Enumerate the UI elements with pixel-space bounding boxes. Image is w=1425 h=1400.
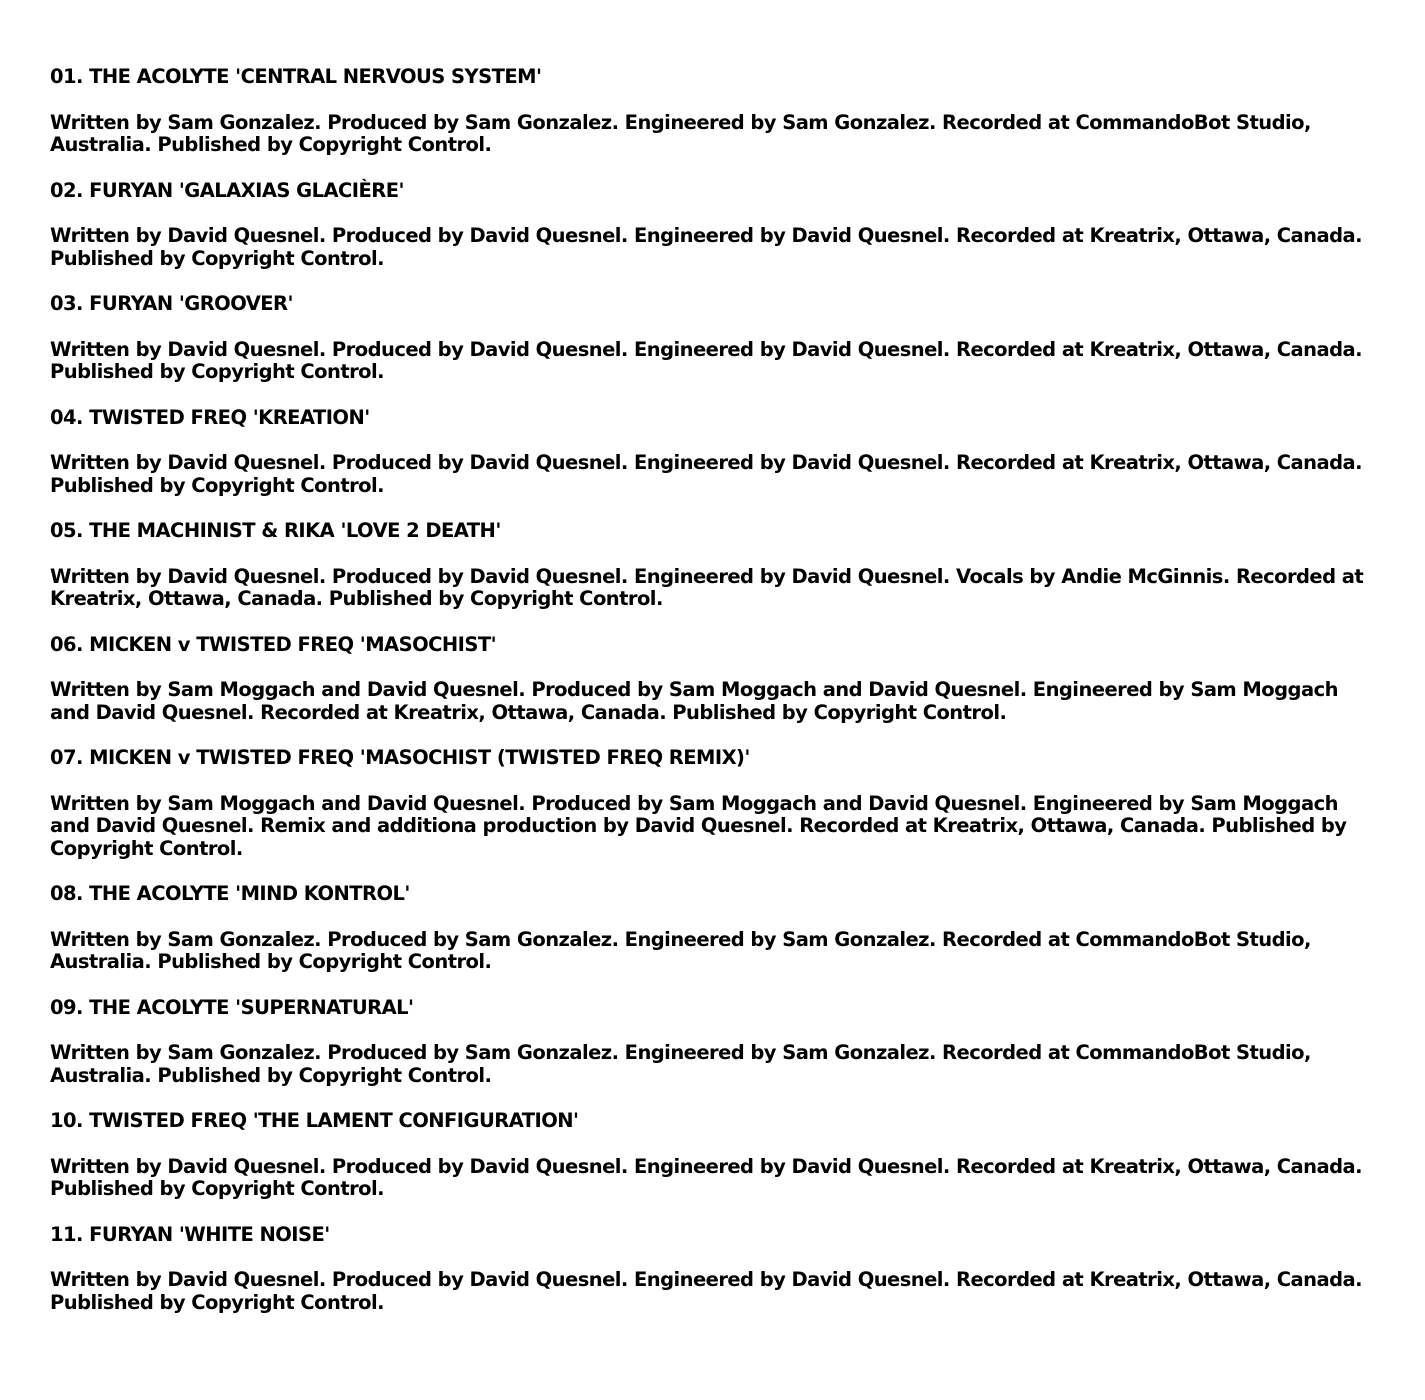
track-entry-08 [50, 883, 1370, 974]
track-entry-02 [50, 180, 1370, 271]
track-title: 10. TWISTED FREQ 'THE LAMENT CONFIGURATION' [50, 1109, 579, 1132]
track-credits: Written by David Quesnel. Produced by David Quesnel. Engineered by David Quesnel. Recorded at Kreatrix, Ottawa, Canada. Published by Copyright Control. [50, 224, 1362, 270]
track-entry-03 [50, 293, 1370, 384]
track-title: 06. MICKEN v TWISTED FREQ 'MASOCHIST' [50, 632, 497, 656]
track-entry-05 [50, 520, 1370, 611]
track-entry-06 [50, 634, 1370, 725]
track-title: 03. FURYAN 'GROOVER' [50, 292, 293, 315]
track-entry-11 [50, 1224, 1370, 1315]
track-credits: Written by Sam Gonzalez. Produced by Sam Gonzalez. Engineered by Sam Gonzalez. Recorded at CommandoBot Studio, Australia. Published by Copyright Control. [50, 110, 1311, 156]
track-title: 07. MICKEN v TWISTED FREQ 'MASOCHIST (TWISTED FREQ REMIX)' [50, 746, 750, 769]
track-credits-list [50, 66, 1370, 1314]
track-title: 08. THE ACOLYTE 'MIND KONTROL' [50, 882, 410, 905]
track-credits: Written by Sam Gonzalez. Produced by Sam Gonzalez. Engineered by Sam Gonzalez. Recorded at CommandoBot Studio, Australia. Published by Copyright Control. [50, 927, 1311, 973]
track-entry-07 [50, 747, 1370, 860]
track-credits: Written by David Quesnel. Produced by David Quesnel. Engineered by David Quesnel. Recorded at Kreatrix, Ottawa, Canada. Published by Copyright Control. [50, 1154, 1362, 1200]
track-entry-04 [50, 407, 1370, 498]
track-credits: Written by David Quesnel. Produced by David Quesnel. Engineered by David Quesnel. Recorded at Kreatrix, Ottawa, Canada. Published by Copyright Control. [50, 451, 1362, 497]
track-entry-01 [50, 66, 1370, 157]
track-entry-09 [50, 997, 1370, 1088]
track-title: 02. FURYAN 'GALAXIAS GLACIÈRE' [50, 178, 404, 202]
track-title: 09. THE ACOLYTE 'SUPERNATURAL' [50, 995, 414, 1019]
track-title: 04. TWISTED FREQ 'KREATION' [50, 405, 370, 429]
track-entry-10 [50, 1110, 1370, 1201]
track-credits: Written by Sam Gonzalez. Produced by Sam Gonzalez. Engineered by Sam Gonzalez. Recorded at CommandoBot Studio, Australia. Published by Copyright Control. [50, 1041, 1311, 1087]
track-title: 11. FURYAN 'WHITE NOISE' [50, 1222, 330, 1246]
track-title: 01. THE ACOLYTE 'CENTRAL NERVOUS SYSTEM' [50, 65, 542, 88]
track-credits: Written by David Quesnel. Produced by David Quesnel. Engineered by David Quesnel. Recorded at Kreatrix, Ottawa, Canada. Published by Copyright Control. [50, 1268, 1362, 1314]
track-credits: Written by Sam Moggach and David Quesnel. Produced by Sam Moggach and David Quesnel. Engineered by Sam Moggach and David Quesnel. Remix and additiona production by David Quesnel. Recorded at Kreatrix, Ottawa, Canada. Published by Copyright Control. [50, 791, 1347, 860]
track-title: 05. THE MACHINIST & RIKA 'LOVE 2 DEATH' [50, 519, 501, 542]
track-credits: Written by David Quesnel. Produced by David Quesnel. Engineered by David Quesnel. Recorded at Kreatrix, Ottawa, Canada. Published by Copyright Control. [50, 337, 1362, 383]
track-credits: Written by Sam Moggach and David Quesnel. Produced by Sam Moggach and David Quesnel. Engineered by Sam Moggach and David Quesnel. Recorded at Kreatrix, Ottawa, Canada. Published by Copyright Control. [50, 678, 1338, 724]
track-credits: Written by David Quesnel. Produced by David Quesnel. Engineered by David Quesnel. Vocals by Andie McGinnis. Recorded at Kreatrix, Ottawa, Canada. Published by Copyright Control. [50, 564, 1364, 610]
